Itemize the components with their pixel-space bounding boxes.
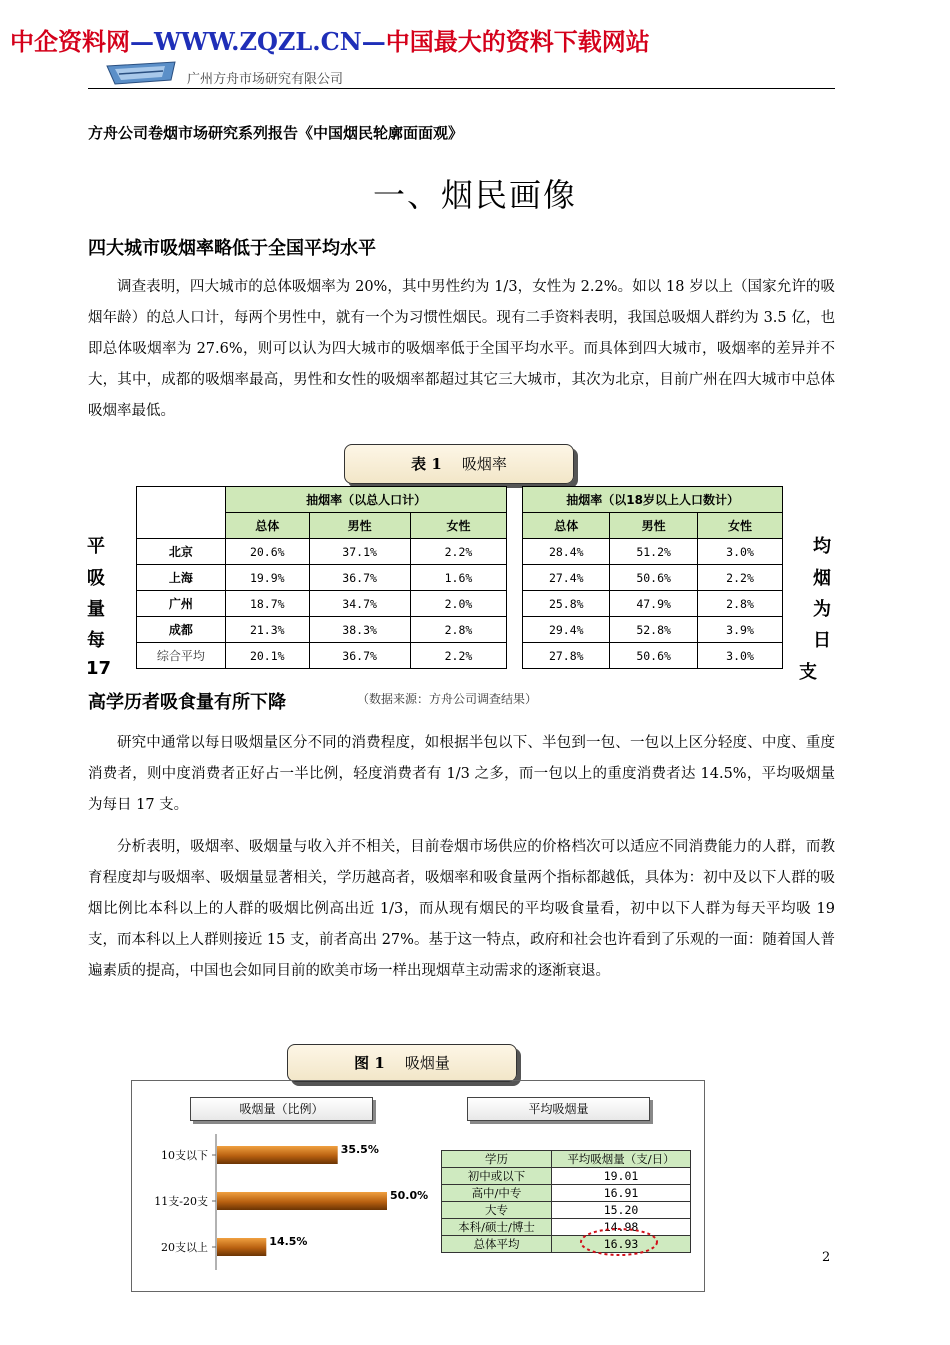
education-cell: 总体平均 xyxy=(442,1236,552,1253)
table-row xyxy=(442,1168,691,1185)
column-header: 女性 xyxy=(410,513,507,539)
site-banner xyxy=(10,22,650,57)
city-cell: 北京 xyxy=(137,539,226,565)
side-char: 17 xyxy=(86,658,112,679)
rate-cell: 51.2% xyxy=(610,539,698,565)
site-url[interactable]: WWW.ZQZL.CN xyxy=(154,27,362,56)
rate-cell: 2.2% xyxy=(410,539,507,565)
paragraph-2: 研究中通常以每日吸烟量区分不同的消费程度，如根据半包以下、半包到一包、一包以上区分轻度、中度、重度消费者，则中度消费者正好占一半比例，轻度消费者有 1/3 之多，而一包以上的重度消费者达 14.5%，平均吸烟量为每日 17 支。 xyxy=(88,735,835,813)
report-title: 方舟公司卷烟市场研究系列报告《中国烟民轮廓面面观》 xyxy=(88,124,464,142)
consumption-bar-chart xyxy=(131,1130,441,1280)
table-row xyxy=(442,1185,691,1202)
side-char: 均 xyxy=(813,536,831,557)
banner-dash: — xyxy=(130,27,154,56)
rate-cell: 50.6% xyxy=(610,565,698,591)
avg-value-cell: 16.91 xyxy=(552,1185,691,1202)
city-cell: 成都 xyxy=(137,617,226,643)
bar-value-label: 50.0% xyxy=(390,1189,429,1202)
figure-caption-number: 图 1 xyxy=(354,1054,385,1072)
avg-header: 平均吸烟量（支/日） xyxy=(552,1151,691,1168)
highlight-ellipse xyxy=(578,1226,660,1258)
group-header-adult-pop: 抽烟率（以18岁以上人口数计） xyxy=(523,487,783,513)
avg-table-title: 平均吸烟量 xyxy=(467,1097,650,1121)
rate-cell: 28.4% xyxy=(523,539,610,565)
table-row xyxy=(442,1202,691,1219)
bar-value-label: 14.5% xyxy=(269,1235,308,1248)
paragraph-3: 分析表明，吸烟率、吸烟量与收入并不相关，目前卷烟市场供应的价格档次可以适应不同消费能力的人群，而教育程度却与吸烟率、吸烟量显著相关，学历越高者，吸烟率和吸食量两个指标都越低，具体为：初中及以下人群的吸烟比例比本科以上的人群的吸烟比例高出近 1/3，而从现有烟民的平均吸食量看，初中以下人群为每天平均吸 19 支，而本科以上人群则接近 15 支，前者高出 27%。基于这一特点，政府和社会也许看到了乐观的一面：随着国人普遍素质的提高，中国也会如同目前的欧美市场一样出现烟草主动需求的逐渐衰退。 xyxy=(88,839,835,979)
table-row xyxy=(137,565,783,591)
rate-cell: 1.6% xyxy=(410,565,507,591)
rate-cell: 38.3% xyxy=(309,617,410,643)
category-tick-label: 20支以上 xyxy=(161,1241,208,1254)
column-header: 总体 xyxy=(225,513,309,539)
rate-cell: 34.7% xyxy=(309,591,410,617)
rate-cell: 20.6% xyxy=(225,539,309,565)
avg-value-cell: 14.98 xyxy=(552,1219,691,1236)
category-tick-label: 10支以下 xyxy=(161,1149,208,1162)
figure-1-caption xyxy=(287,1044,517,1082)
rate-cell: 52.8% xyxy=(610,617,698,643)
rate-cell: 2.2% xyxy=(698,565,783,591)
rate-cell: 2.2% xyxy=(410,643,507,669)
city-cell: 广州 xyxy=(137,591,226,617)
city-cell: 上海 xyxy=(137,565,226,591)
rate-cell: 3.0% xyxy=(698,643,783,669)
rate-cell: 3.0% xyxy=(698,539,783,565)
banner-dash: — xyxy=(361,27,386,56)
paragraph-1: 调查表明，四大城市的总体吸烟率为 20%，其中男性约为 1/3，女性为 2.2%。如以 18 岁以上（国家允许的吸烟年龄）的总人口计，每两个男性中，就有一个为习惯性烟民。现有二手资料表明，我国总吸烟人群约为 3.5 亿，也即总体吸烟率为 27.6%，则可以认为四大城市的吸烟率低于全国平均水平。而具体到四大城市，吸烟率的差异并不大，其中，成都的吸烟率最高，男性和女性的吸烟率都超过其它三大城市，其次为北京，目前广州在四大城市中总体吸烟率最低。 xyxy=(88,279,835,419)
bar xyxy=(217,1192,387,1210)
table-1-caption xyxy=(344,444,574,484)
rate-cell: 36.7% xyxy=(309,565,410,591)
rate-cell: 29.4% xyxy=(523,617,610,643)
side-char: 平 xyxy=(87,536,105,557)
column-header: 女性 xyxy=(698,513,783,539)
rate-cell: 47.9% xyxy=(610,591,698,617)
side-char: 吸 xyxy=(87,568,105,589)
category-tick-label: 11支-20支 xyxy=(154,1195,208,1208)
side-char: 支 xyxy=(799,662,817,683)
bar-value-label: 35.5% xyxy=(340,1143,379,1156)
rate-cell: 18.7% xyxy=(225,591,309,617)
company-name: 广州方舟市场研究有限公司 xyxy=(187,72,344,87)
education-cell: 大专 xyxy=(442,1202,552,1219)
rate-cell: 21.3% xyxy=(225,617,309,643)
city-cell: 综合平均 xyxy=(137,643,226,669)
table-row xyxy=(137,591,783,617)
page-number: 2 xyxy=(822,1250,831,1265)
bar xyxy=(217,1146,338,1164)
table-caption-text: 吸烟率 xyxy=(461,455,507,473)
rate-cell: 2.0% xyxy=(410,591,507,617)
bar xyxy=(217,1238,266,1256)
site-slogan: 中国最大的资料下载网站 xyxy=(385,28,650,56)
rate-cell: 37.1% xyxy=(309,539,410,565)
avg-value-cell: 15.20 xyxy=(552,1202,691,1219)
heading-smoking-rate: 四大城市吸烟率略低于全国平均水平 xyxy=(88,238,376,259)
rate-cell: 3.9% xyxy=(698,617,783,643)
table-row xyxy=(137,539,783,565)
rate-cell: 27.4% xyxy=(523,565,610,591)
group-header-total-pop: 抽烟率（以总人口计） xyxy=(225,487,507,513)
company-logo xyxy=(105,60,177,86)
heading-consumption: 高学历者吸食量有所下降 xyxy=(88,692,286,713)
table-row xyxy=(137,643,783,669)
column-header: 总体 xyxy=(523,513,610,539)
table-row xyxy=(137,617,783,643)
header-divider xyxy=(88,88,835,89)
rate-cell: 2.8% xyxy=(698,591,783,617)
section-title: 一、烟民画像 xyxy=(372,176,577,214)
avg-value-cell: 16.93 xyxy=(552,1236,691,1253)
figure-caption-text: 吸烟量 xyxy=(404,1054,450,1072)
rate-cell: 25.8% xyxy=(523,591,610,617)
side-char: 日 xyxy=(813,630,831,651)
rate-cell: 50.6% xyxy=(610,643,698,669)
table-caption-number: 表 1 xyxy=(411,455,442,473)
avg-header: 学历 xyxy=(442,1151,552,1168)
avg-value-cell: 19.01 xyxy=(552,1168,691,1185)
rate-cell: 36.7% xyxy=(309,643,410,669)
smoking-rate-table xyxy=(136,486,783,669)
rate-cell: 19.9% xyxy=(225,565,309,591)
site-name: 中企资料网 xyxy=(10,28,130,56)
rate-cell: 27.8% xyxy=(523,643,610,669)
column-header: 男性 xyxy=(610,513,698,539)
side-char: 为 xyxy=(813,599,831,620)
education-cell: 高中/中专 xyxy=(442,1185,552,1202)
chart-title: 吸烟量（比例） xyxy=(190,1097,373,1121)
side-char: 每 xyxy=(87,630,105,651)
rate-cell: 2.8% xyxy=(410,617,507,643)
education-cell: 初中或以下 xyxy=(442,1168,552,1185)
side-char: 烟 xyxy=(813,568,831,589)
data-source: （数据来源：方舟公司调查结果） xyxy=(357,692,538,706)
rate-cell: 20.1% xyxy=(225,643,309,669)
side-char: 量 xyxy=(87,599,105,620)
column-header: 男性 xyxy=(309,513,410,539)
education-cell: 本科/硕士/博士 xyxy=(442,1219,552,1236)
